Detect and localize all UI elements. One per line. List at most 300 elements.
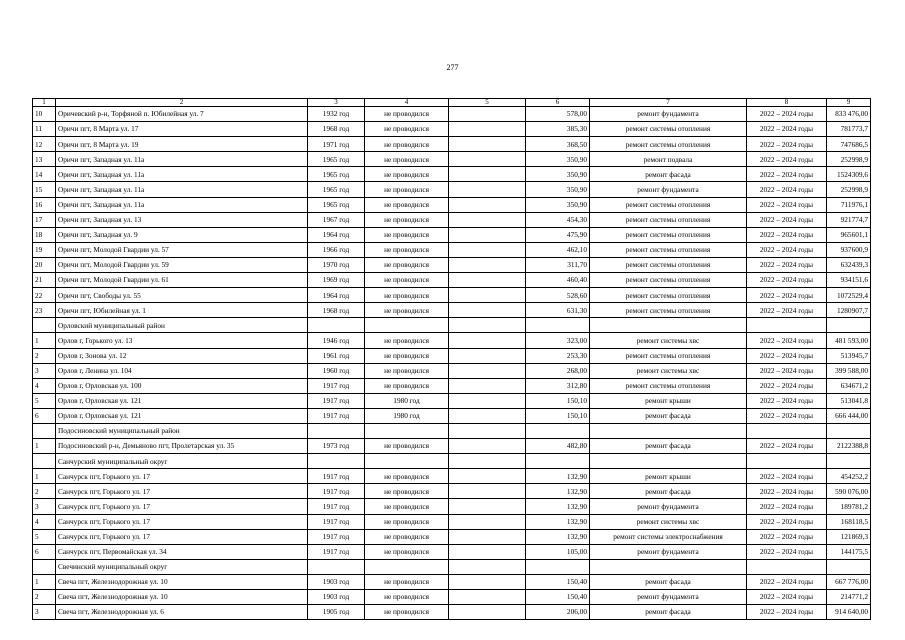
address-cell: Свеча пгт, Железнодорожная ул. 6 — [56, 605, 308, 620]
build-year-cell: 1969 год — [308, 273, 365, 288]
address-cell: Оричи пгт, Молодой Гвардии ул. 59 — [56, 257, 308, 272]
area-cell: 578,00 — [526, 107, 590, 122]
last-repair-cell: не проводился — [365, 288, 449, 303]
row-number-cell: 3 — [33, 499, 56, 514]
section-title: Санчурский муниципальный округ — [56, 454, 308, 469]
row-number-cell: 10 — [33, 107, 56, 122]
cost-cell: 666 444,00 — [827, 408, 871, 423]
row-number-cell: 11 — [33, 122, 56, 137]
column-number-cell: 7 — [590, 99, 747, 107]
cost-cell: 252998,9 — [827, 152, 871, 167]
address-cell: Санчурск пгт, Горького ул. 17 — [56, 499, 308, 514]
empty-cell — [590, 454, 747, 469]
table-row — [33, 167, 871, 182]
empty-cell — [449, 257, 526, 272]
last-repair-cell: не проводился — [365, 167, 449, 182]
area-cell: 132,90 — [526, 484, 590, 499]
address-cell: Орлов г, Орловская ул. 121 — [56, 393, 308, 408]
cost-cell: 189781,2 — [827, 499, 871, 514]
area-cell: 528,60 — [526, 288, 590, 303]
work-type-cell: ремонт фундамента — [590, 107, 747, 122]
cost-cell: 590 076,00 — [827, 484, 871, 499]
work-type-cell: ремонт системы отопления — [590, 273, 747, 288]
build-year-cell: 1917 год — [308, 544, 365, 559]
period-cell: 2022 – 2024 годы — [747, 393, 827, 408]
work-type-cell: ремонт подвала — [590, 152, 747, 167]
build-year-cell: 1917 год — [308, 499, 365, 514]
last-repair-cell: не проводился — [365, 212, 449, 227]
section-title: Свечинский муниципальный округ — [56, 559, 308, 574]
build-year-cell: 1970 год — [308, 257, 365, 272]
address-cell: Подосиновский р-н, Демьяново пгт, Пролетарская ул. 35 — [56, 439, 308, 454]
row-number-cell: 17 — [33, 212, 56, 227]
last-repair-cell: не проводился — [365, 242, 449, 257]
empty-cell — [449, 107, 526, 122]
row-number-cell: 2 — [33, 484, 56, 499]
page-number: 277 — [446, 63, 459, 72]
work-type-cell: ремонт фундамента — [590, 544, 747, 559]
empty-cell — [449, 574, 526, 589]
work-type-cell: ремонт системы отопления — [590, 378, 747, 393]
table-row — [33, 212, 871, 227]
period-cell: 2022 – 2024 годы — [747, 484, 827, 499]
empty-cell — [308, 318, 365, 333]
column-number-cell: 2 — [56, 99, 308, 107]
row-number-cell: 15 — [33, 182, 56, 197]
empty-cell — [449, 242, 526, 257]
row-number-cell: 1 — [33, 469, 56, 484]
last-repair-cell: 1980 год — [365, 408, 449, 423]
row-number-cell: 2 — [33, 348, 56, 363]
table-row — [33, 197, 871, 212]
empty-cell — [449, 423, 526, 438]
build-year-cell: 1973 год — [308, 439, 365, 454]
address-cell: Оричи пгт, Свободы ул. 55 — [56, 288, 308, 303]
empty-cell — [449, 559, 526, 574]
area-cell: 150,40 — [526, 574, 590, 589]
row-number-cell: 13 — [33, 152, 56, 167]
last-repair-cell: не проводился — [365, 333, 449, 348]
work-type-cell: ремонт системы электроснабжения — [590, 529, 747, 544]
row-number-cell: 18 — [33, 227, 56, 242]
work-type-cell: ремонт системы отопления — [590, 212, 747, 227]
empty-cell — [365, 423, 449, 438]
last-repair-cell: не проводился — [365, 439, 449, 454]
address-cell: Оричи пгт, Западная ул. 9 — [56, 227, 308, 242]
area-cell: 206,00 — [526, 605, 590, 620]
last-repair-cell: не проводился — [365, 257, 449, 272]
cost-cell: 513945,7 — [827, 348, 871, 363]
table-row — [33, 107, 871, 122]
last-repair-cell: не проводился — [365, 378, 449, 393]
area-cell: 385,30 — [526, 122, 590, 137]
cost-cell: 121869,3 — [827, 529, 871, 544]
cost-cell: 252998,9 — [827, 182, 871, 197]
cost-cell: 1524309,6 — [827, 167, 871, 182]
last-repair-cell: не проводился — [365, 363, 449, 378]
cost-cell: 965601,1 — [827, 227, 871, 242]
empty-cell — [747, 559, 827, 574]
last-repair-cell: не проводился — [365, 197, 449, 212]
row-number-cell: 16 — [33, 197, 56, 212]
area-cell: 323,00 — [526, 333, 590, 348]
section-header-row — [33, 454, 871, 469]
row-number-cell: 14 — [33, 167, 56, 182]
empty-cell — [827, 423, 871, 438]
build-year-cell: 1917 год — [308, 378, 365, 393]
row-number-cell: 6 — [33, 408, 56, 423]
address-cell: Свеча пгт, Железнодорожная ул. 10 — [56, 574, 308, 589]
work-type-cell: ремонт системы отопления — [590, 348, 747, 363]
area-cell: 350,90 — [526, 152, 590, 167]
period-cell: 2022 – 2024 годы — [747, 257, 827, 272]
period-cell: 2022 – 2024 годы — [747, 544, 827, 559]
table-row — [33, 469, 871, 484]
area-cell: 105,00 — [526, 544, 590, 559]
empty-cell — [827, 559, 871, 574]
table-row — [33, 182, 871, 197]
table-row — [33, 122, 871, 137]
address-cell: Орлов г, Ленина ул. 104 — [56, 363, 308, 378]
address-cell: Оричи пгт, Западная ул. 11а — [56, 167, 308, 182]
cost-cell: 711976,1 — [827, 197, 871, 212]
row-number-cell: 4 — [33, 378, 56, 393]
table-row — [33, 574, 871, 589]
work-type-cell: ремонт фундамента — [590, 182, 747, 197]
last-repair-cell: не проводился — [365, 574, 449, 589]
build-year-cell: 1965 год — [308, 167, 365, 182]
row-number-cell: 19 — [33, 242, 56, 257]
build-year-cell: 1968 год — [308, 303, 365, 318]
address-cell: Санчурск пгт, Горького ул. 17 — [56, 529, 308, 544]
period-cell: 2022 – 2024 годы — [747, 439, 827, 454]
table-row — [33, 257, 871, 272]
build-year-cell: 1917 год — [308, 529, 365, 544]
cost-cell: 513041,8 — [827, 393, 871, 408]
build-year-cell: 1903 год — [308, 590, 365, 605]
cost-cell: 921774,7 — [827, 212, 871, 227]
row-number-cell — [33, 318, 56, 333]
table-row — [33, 605, 871, 620]
empty-cell — [449, 152, 526, 167]
build-year-cell: 1917 год — [308, 514, 365, 529]
table-row — [33, 348, 871, 363]
table-row — [33, 393, 871, 408]
row-number-cell — [33, 423, 56, 438]
empty-cell — [449, 212, 526, 227]
address-cell: Оричи пгт, Западная ул. 11а — [56, 152, 308, 167]
period-cell: 2022 – 2024 годы — [747, 408, 827, 423]
cost-cell: 481 593,00 — [827, 333, 871, 348]
period-cell: 2022 – 2024 годы — [747, 167, 827, 182]
last-repair-cell: не проводился — [365, 499, 449, 514]
table-row — [33, 529, 871, 544]
period-cell: 2022 – 2024 годы — [747, 574, 827, 589]
column-number-cell: 5 — [449, 99, 526, 107]
empty-cell — [590, 423, 747, 438]
section-title: Орловский муниципальный район — [56, 318, 308, 333]
empty-cell — [590, 559, 747, 574]
row-number-cell: 22 — [33, 288, 56, 303]
row-number-cell — [33, 559, 56, 574]
last-repair-cell: не проводился — [365, 544, 449, 559]
address-cell: Свеча пгт, Железнодорожная ул. 10 — [56, 590, 308, 605]
section-header-row — [33, 318, 871, 333]
build-year-cell: 1961 год — [308, 348, 365, 363]
area-cell: 631,30 — [526, 303, 590, 318]
row-number-cell — [33, 454, 56, 469]
area-cell: 150,40 — [526, 590, 590, 605]
address-cell: Орлов г, Горького ул. 13 — [56, 333, 308, 348]
area-cell: 132,90 — [526, 529, 590, 544]
area-cell: 253,30 — [526, 348, 590, 363]
area-cell: 460,40 — [526, 273, 590, 288]
last-repair-cell: не проводился — [365, 303, 449, 318]
cost-cell: 144175,5 — [827, 544, 871, 559]
last-repair-cell: не проводился — [365, 590, 449, 605]
address-cell: Санчурск пгт, Первомайская ул. 34 — [56, 544, 308, 559]
column-number-cell: 9 — [827, 99, 871, 107]
period-cell: 2022 – 2024 годы — [747, 605, 827, 620]
empty-cell — [526, 559, 590, 574]
empty-cell — [365, 454, 449, 469]
work-type-cell: ремонт системы отопления — [590, 257, 747, 272]
table-row — [33, 408, 871, 423]
cost-cell: 781773,7 — [827, 122, 871, 137]
table-row — [33, 152, 871, 167]
address-cell: Оричевский р-н, Торфяной п. Юбилейная ул. 7 — [56, 107, 308, 122]
table-row — [33, 273, 871, 288]
work-type-cell: ремонт системы хвс — [590, 333, 747, 348]
table-row — [33, 288, 871, 303]
build-year-cell: 1964 год — [308, 288, 365, 303]
row-number-cell: 3 — [33, 363, 56, 378]
cost-cell: 914 640,00 — [827, 605, 871, 620]
work-type-cell: ремонт системы отопления — [590, 303, 747, 318]
last-repair-cell: 1980 год — [365, 393, 449, 408]
table-row — [33, 227, 871, 242]
period-cell: 2022 – 2024 годы — [747, 122, 827, 137]
last-repair-cell: не проводился — [365, 605, 449, 620]
row-number-cell: 5 — [33, 529, 56, 544]
table-row — [33, 333, 871, 348]
area-cell: 350,90 — [526, 167, 590, 182]
work-type-cell: ремонт крыши — [590, 393, 747, 408]
table-row — [33, 499, 871, 514]
row-number-cell: 21 — [33, 273, 56, 288]
empty-cell — [449, 333, 526, 348]
build-year-cell: 1965 год — [308, 182, 365, 197]
row-number-cell: 2 — [33, 590, 56, 605]
build-year-cell: 1917 год — [308, 469, 365, 484]
period-cell: 2022 – 2024 годы — [747, 107, 827, 122]
work-type-cell: ремонт фасада — [590, 605, 747, 620]
table-row — [33, 514, 871, 529]
empty-cell — [747, 454, 827, 469]
build-year-cell: 1946 год — [308, 333, 365, 348]
empty-cell — [526, 454, 590, 469]
empty-cell — [747, 423, 827, 438]
address-cell: Оричи пгт, Западная ул. 11а — [56, 197, 308, 212]
area-cell: 454,30 — [526, 212, 590, 227]
table-body — [33, 99, 871, 620]
work-type-cell: ремонт фасада — [590, 574, 747, 589]
area-cell: 132,90 — [526, 514, 590, 529]
row-number-cell: 4 — [33, 514, 56, 529]
last-repair-cell: не проводился — [365, 227, 449, 242]
row-number-cell: 23 — [33, 303, 56, 318]
build-year-cell: 1932 год — [308, 107, 365, 122]
cost-cell: 454252,2 — [827, 469, 871, 484]
area-cell: 482,80 — [526, 439, 590, 454]
last-repair-cell: не проводился — [365, 514, 449, 529]
row-number-cell: 1 — [33, 333, 56, 348]
table-row — [33, 439, 871, 454]
repair-registry-table — [32, 98, 871, 620]
empty-cell — [449, 590, 526, 605]
area-cell: 150,10 — [526, 408, 590, 423]
empty-cell — [449, 439, 526, 454]
period-cell: 2022 – 2024 годы — [747, 137, 827, 152]
build-year-cell: 1965 год — [308, 152, 365, 167]
column-number-row — [33, 99, 871, 107]
empty-cell — [449, 197, 526, 212]
area-cell: 475,90 — [526, 227, 590, 242]
build-year-cell: 1965 год — [308, 197, 365, 212]
address-cell: Санчурск пгт, Горького ул. 17 — [56, 469, 308, 484]
cost-cell: 634671,2 — [827, 378, 871, 393]
period-cell: 2022 – 2024 годы — [747, 273, 827, 288]
last-repair-cell: не проводился — [365, 137, 449, 152]
empty-cell — [827, 454, 871, 469]
work-type-cell: ремонт системы хвс — [590, 363, 747, 378]
area-cell: 462,10 — [526, 242, 590, 257]
work-type-cell: ремонт фундамента — [590, 499, 747, 514]
period-cell: 2022 – 2024 годы — [747, 212, 827, 227]
last-repair-cell: не проводился — [365, 273, 449, 288]
table-row — [33, 137, 871, 152]
empty-cell — [449, 605, 526, 620]
last-repair-cell: не проводился — [365, 152, 449, 167]
section-title: Подосиновский муниципальный район — [56, 423, 308, 438]
last-repair-cell: не проводился — [365, 107, 449, 122]
build-year-cell: 1971 год — [308, 137, 365, 152]
cost-cell: 1072529,4 — [827, 288, 871, 303]
area-cell: 132,90 — [526, 469, 590, 484]
column-number-cell: 6 — [526, 99, 590, 107]
address-cell: Оричи пгт, Молодой Гвардии ул. 57 — [56, 242, 308, 257]
empty-cell — [449, 378, 526, 393]
empty-cell — [449, 544, 526, 559]
last-repair-cell: не проводился — [365, 529, 449, 544]
empty-cell — [449, 122, 526, 137]
row-number-cell: 12 — [33, 137, 56, 152]
cost-cell: 934151,6 — [827, 273, 871, 288]
address-cell: Оричи пгт, 8 Марта ул. 17 — [56, 122, 308, 137]
empty-cell — [308, 559, 365, 574]
address-cell: Орлов г, Орловская ул. 121 — [56, 408, 308, 423]
period-cell: 2022 – 2024 годы — [747, 499, 827, 514]
row-number-cell: 6 — [33, 544, 56, 559]
empty-cell — [449, 469, 526, 484]
empty-cell — [526, 423, 590, 438]
table-row — [33, 484, 871, 499]
period-cell: 2022 – 2024 годы — [747, 363, 827, 378]
cost-cell: 168118,5 — [827, 514, 871, 529]
area-cell: 350,90 — [526, 182, 590, 197]
column-number-cell: 4 — [365, 99, 449, 107]
empty-cell — [827, 318, 871, 333]
cost-cell: 937600,9 — [827, 242, 871, 257]
empty-cell — [526, 318, 590, 333]
empty-cell — [365, 318, 449, 333]
build-year-cell: 1903 год — [308, 574, 365, 589]
empty-cell — [449, 303, 526, 318]
work-type-cell: ремонт системы отопления — [590, 122, 747, 137]
empty-cell — [308, 423, 365, 438]
column-number-cell: 1 — [33, 99, 56, 107]
work-type-cell: ремонт фасада — [590, 439, 747, 454]
cost-cell: 833 476,00 — [827, 107, 871, 122]
work-type-cell: ремонт фасада — [590, 484, 747, 499]
row-number-cell: 1 — [33, 574, 56, 589]
build-year-cell: 1917 год — [308, 408, 365, 423]
empty-cell — [449, 273, 526, 288]
work-type-cell: ремонт системы отопления — [590, 227, 747, 242]
empty-cell — [449, 393, 526, 408]
period-cell: 2022 – 2024 годы — [747, 242, 827, 257]
empty-cell — [449, 288, 526, 303]
row-number-cell: 3 — [33, 605, 56, 620]
empty-cell — [449, 318, 526, 333]
row-number-cell: 1 — [33, 439, 56, 454]
last-repair-cell: не проводился — [365, 348, 449, 363]
area-cell: 312,80 — [526, 378, 590, 393]
address-cell: Санчурск пгт, Горького ул. 17 — [56, 514, 308, 529]
period-cell: 2022 – 2024 годы — [747, 378, 827, 393]
period-cell: 2022 – 2024 годы — [747, 514, 827, 529]
empty-cell — [449, 227, 526, 242]
cost-cell: 2122388,8 — [827, 439, 871, 454]
work-type-cell: ремонт системы отопления — [590, 137, 747, 152]
build-year-cell: 1905 год — [308, 605, 365, 620]
work-type-cell: ремонт системы отопления — [590, 288, 747, 303]
empty-cell — [449, 484, 526, 499]
address-cell: Орлов г, Орловская ул. 100 — [56, 378, 308, 393]
address-cell: Оричи пгт, Западная ул. 11а — [56, 182, 308, 197]
area-cell: 350,90 — [526, 197, 590, 212]
empty-cell — [449, 408, 526, 423]
empty-cell — [449, 348, 526, 363]
period-cell: 2022 – 2024 годы — [747, 303, 827, 318]
cost-cell: 214771,2 — [827, 590, 871, 605]
empty-cell — [365, 559, 449, 574]
cost-cell: 399 588,00 — [827, 363, 871, 378]
row-number-cell: 5 — [33, 393, 56, 408]
work-type-cell: ремонт системы хвс — [590, 514, 747, 529]
column-number-cell: 3 — [308, 99, 365, 107]
table-row — [33, 303, 871, 318]
period-cell: 2022 – 2024 годы — [747, 227, 827, 242]
period-cell: 2022 – 2024 годы — [747, 348, 827, 363]
empty-cell — [308, 454, 365, 469]
table-row — [33, 242, 871, 257]
period-cell: 2022 – 2024 годы — [747, 529, 827, 544]
address-cell: Орлов г, Зонова ул. 12 — [56, 348, 308, 363]
empty-cell — [449, 182, 526, 197]
empty-cell — [449, 529, 526, 544]
address-cell: Оричи пгт, Молодой Гвардии ул. 61 — [56, 273, 308, 288]
